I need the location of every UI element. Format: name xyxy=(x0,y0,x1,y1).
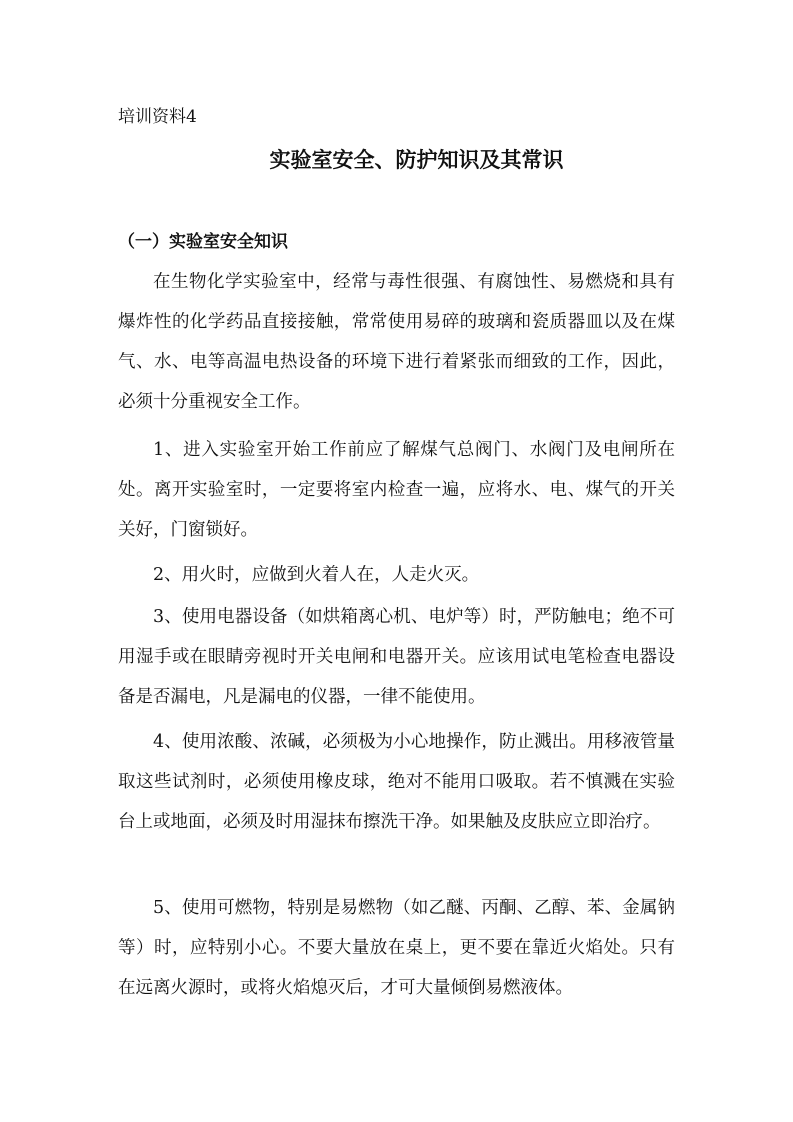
document-label: 培训资料4 xyxy=(118,107,197,127)
safety-rule-3: 3、使用电器设备（如烘箱离心机、电炉等）时，严防触电；绝不可用湿手或在眼睛旁视时开关电闸和电器开关。应该用试电笔检查电器设备是否漏电，凡是漏电的仪器，一律不能使用。 xyxy=(118,607,675,707)
safety-rule-2: 2、用火时，应做到火着人在，人走火灭。 xyxy=(153,565,480,585)
safety-rule-4: 4、使用浓酸、浓碱，必须极为小心地操作，防止溅出。用移液管量取这些试剂时，必须使用橡皮球，绝对不能用口吸取。若不慎溅在实验台上或地面，必须及时用湿抹布擦洗干净。如果触及皮肤应立即治疗。 xyxy=(118,732,675,832)
section-heading: （一）实验室安全知识 xyxy=(118,232,288,252)
document-title: 实验室安全、防护知识及其常识 xyxy=(269,147,564,172)
safety-rule-1: 1、进入实验室开始工作前应了解煤气总阀门、水阀门及电闸所在处。离开实验室时，一定要将室内检查一遍，应将水、电、煤气的开关关好，门窗锁好。 xyxy=(118,440,675,540)
intro-paragraph: 在生物化学实验室中，经常与毒性很强、有腐蚀性、易燃烧和具有爆炸性的化学药品直接接触，常常使用易碎的玻璃和瓷质器皿以及在煤气、水、电等高温电热设备的环境下进行着紧张而细致的工作，因此，必须十分重视安全工作。 xyxy=(118,272,675,412)
safety-rule-5: 5、使用可燃物，特别是易燃物（如乙醚、丙酮、乙醇、苯、金属钠等）时，应特别小心。不要大量放在桌上，更不要在靠近火焰处。只有在远离火源时，或将火焰熄灭后，才可大量倾倒易燃液体。 xyxy=(118,898,675,998)
